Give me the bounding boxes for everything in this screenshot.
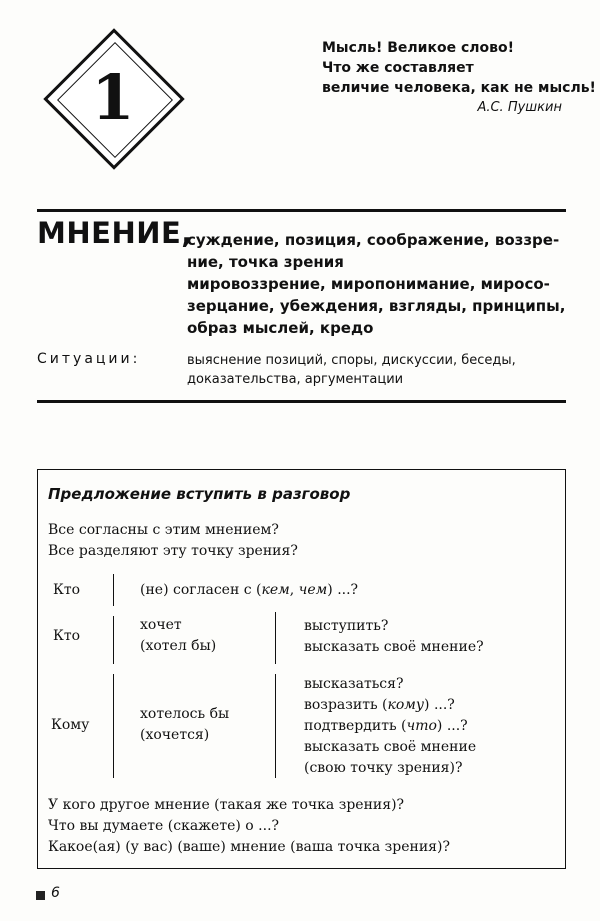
row3-text: ) ...?	[436, 718, 468, 734]
situations-label: Ситуации:	[37, 351, 141, 367]
synonym-line: мировоззрение, миропонимание, миросо-	[187, 275, 550, 293]
intro-line: Все согласны с этим мнением?	[48, 522, 279, 538]
outro-line: Что вы думаете (скажете) о ...?	[48, 818, 280, 834]
synonym-line: ние, точка зрения	[187, 253, 344, 271]
row2-subject: Кто	[53, 628, 81, 644]
row1-divider	[113, 574, 114, 606]
row1-text: ) ...?	[327, 582, 359, 598]
top-rule	[37, 209, 566, 212]
chapter-number: 1	[91, 61, 135, 134]
epigraph-line: Мысль! Великое слово!	[322, 40, 515, 56]
row3-text: возразить (	[304, 697, 388, 713]
intro-line: Все разделяют эту точку зрения?	[48, 543, 298, 559]
bottom-rule	[37, 400, 566, 403]
epigraph-author: А.С. Пушкин	[477, 100, 562, 115]
headword: МНЕНИЕ,	[37, 216, 193, 250]
row3-action: высказаться?	[304, 676, 404, 692]
row1-text: ,	[289, 582, 299, 598]
row2-action: высказать своё мнение?	[304, 639, 484, 655]
outro-line: У кого другое мнение (такая же точка зрения)?	[48, 797, 405, 813]
row3-action	[304, 695, 455, 716]
situations-text	[187, 351, 567, 389]
row3-divider	[113, 674, 114, 778]
situations-line: выяснение позиций, споры, дискуссии, беседы,	[187, 353, 516, 368]
row3-object: что	[406, 718, 437, 734]
box-title: Предложение вступить в разговор	[48, 485, 351, 503]
row2-verb: хочет	[140, 617, 182, 633]
row3-action	[304, 716, 468, 737]
row2-divider	[113, 616, 114, 664]
row1-object: чем	[298, 582, 328, 598]
row3-object: кому	[387, 697, 425, 713]
outro-line: Какое(ая) (у вас) (ваше) мнение (ваша точка зрения)?	[48, 839, 450, 855]
row1-text: (не) согласен с (	[140, 582, 262, 598]
row3-text: подтвердить (	[304, 718, 407, 734]
row2-action: выступить?	[304, 618, 389, 634]
row2-divider	[275, 612, 276, 664]
row3-verb: хотелось бы	[140, 706, 230, 722]
synonyms	[187, 229, 567, 339]
row3-divider	[275, 674, 276, 778]
page-marker-icon	[36, 891, 45, 900]
page-number: 6	[51, 885, 60, 901]
row2-verb: (хотел бы)	[140, 638, 217, 654]
row3-verb: (хочется)	[140, 727, 210, 743]
row1-phrase	[140, 580, 358, 601]
row3-action: (свою точку зрения)?	[304, 760, 463, 776]
synonym-line: суждение, позиция, соображение, воззре-	[187, 231, 560, 249]
situations-line: доказательства, аргументации	[187, 372, 404, 387]
synonym-line: зерцание, убеждения, взгляды, принципы,	[187, 297, 566, 315]
epigraph	[322, 38, 596, 98]
row3-subject: Кому	[51, 717, 90, 733]
epigraph-line: величие человека, как не мысль!	[322, 80, 596, 96]
row1-object: кем	[261, 582, 290, 598]
synonym-line: образ мыслей, кредо	[187, 319, 374, 337]
row3-text: ) ...?	[424, 697, 455, 713]
epigraph-line: Что же составляет	[322, 60, 474, 76]
row1-subject: Кто	[53, 582, 81, 598]
row3-action: высказать своё мнение	[304, 739, 477, 755]
